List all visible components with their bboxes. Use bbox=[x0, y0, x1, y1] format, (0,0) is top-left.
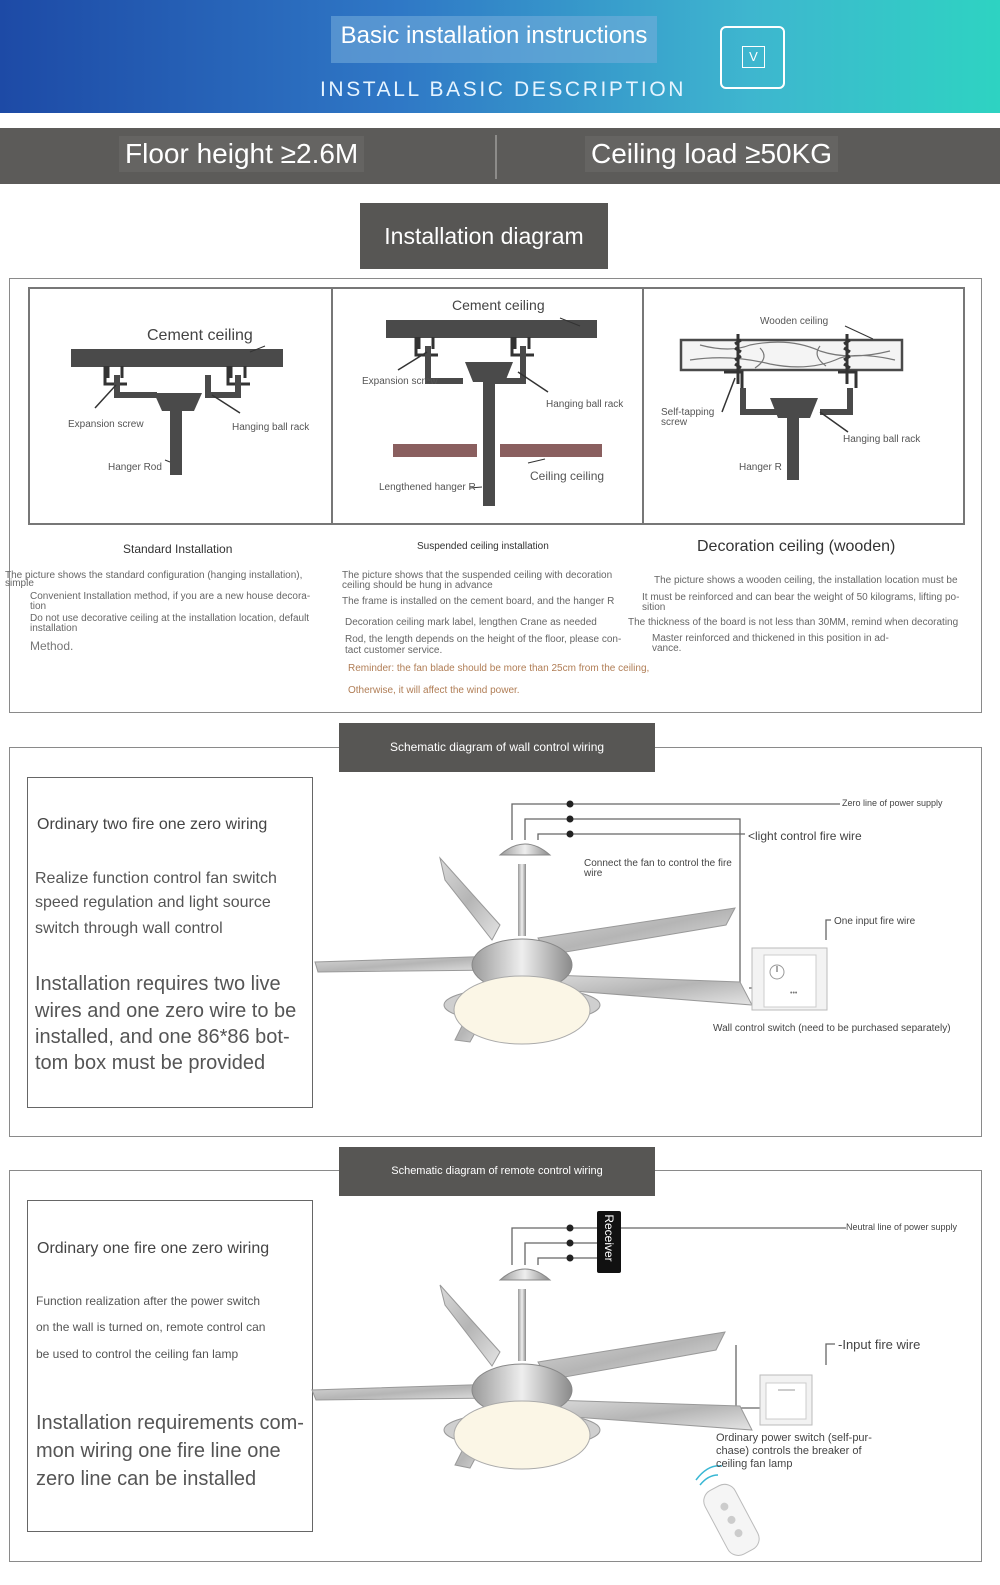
light-fire-wire-label: <light control fire wire bbox=[748, 829, 862, 843]
page-title: Basic installation instructions bbox=[340, 22, 648, 49]
floor-height-spec: Floor height ≥2.6M bbox=[119, 136, 364, 172]
hanging-ball-rack-label: Hanging ball rack bbox=[843, 434, 921, 445]
suspended-desc: The picture shows that the suspended ceiling with decoration bbox=[342, 570, 613, 581]
remote-wiring-label: Schematic diagram of remote control wiring bbox=[339, 1147, 655, 1196]
input-fire-wire-label: One input fire wire bbox=[834, 916, 916, 927]
hanger-rod-label: Hanger Rod bbox=[108, 462, 162, 473]
screw-label: screw bbox=[661, 417, 688, 428]
ceiling-load-spec: Ceiling load ≥50KG bbox=[585, 136, 838, 172]
standard-desc: tion bbox=[30, 601, 47, 612]
power-switch-note: Ordinary power switch (self-pur- bbox=[716, 1432, 872, 1444]
installation-diagram-label: Installation diagram bbox=[360, 203, 608, 269]
wooden-desc: The thickness of the board is not less than 30MM, remind when decorating bbox=[628, 617, 959, 628]
wall-switch-note: Wall control switch (need to be purchased separately) bbox=[713, 1023, 951, 1034]
wall-wiring-text: tom box must be provided bbox=[35, 1052, 266, 1074]
zero-line-label: Zero line of power supply bbox=[842, 798, 943, 808]
wall-wiring-text: Installation requires two live bbox=[35, 973, 281, 995]
input-fire-wire-label: -Input fire wire bbox=[838, 1337, 921, 1352]
hanger-rod-label: Hanger R bbox=[739, 462, 782, 473]
power-switch-note: chase) controls the breaker of bbox=[716, 1445, 862, 1457]
suspended-caption: Suspended ceiling installation bbox=[417, 541, 549, 552]
remote-control-image bbox=[700, 1480, 764, 1560]
standard-desc: The picture shows the standard configuration (hanging installation), bbox=[5, 570, 303, 581]
connect-fan-label: wire bbox=[584, 868, 603, 879]
wall-wiring-text: switch through wall control bbox=[35, 920, 223, 937]
wooden-desc: Master reinforced and thickened in this position in ad- bbox=[652, 633, 889, 644]
standard-desc: installation bbox=[30, 623, 78, 634]
wooden-desc: It must be reinforced and can bear the weight of 50 kilograms, lifting po- bbox=[642, 592, 960, 603]
remote-wiring-text: on the wall is turned on, remote control can bbox=[36, 1320, 266, 1334]
wall-wiring-text: Realize function control fan switch bbox=[35, 870, 277, 887]
remote-wiring-text: Function realization after the power switch bbox=[36, 1294, 261, 1308]
suspended-desc: tact customer service. bbox=[345, 645, 443, 656]
chevron-down-icon: V bbox=[742, 46, 765, 68]
power-switch-image bbox=[760, 1375, 812, 1425]
ceiling-ceiling-label: Ceiling ceiling bbox=[530, 469, 605, 483]
remote-wiring-text: mon wiring one fire line one bbox=[36, 1440, 281, 1462]
suspended-desc: The frame is installed on the cement board, and the hanger R bbox=[342, 596, 615, 607]
expansion-screw-label: Expansion screw bbox=[68, 419, 144, 430]
standard-desc: Method. bbox=[30, 639, 74, 653]
suspended-desc: ceiling should be hung in advance bbox=[342, 580, 493, 591]
svg-text:•••: ••• bbox=[790, 990, 798, 997]
neutral-line-label: Neutral line of power supply bbox=[846, 1222, 958, 1232]
wall-wiring-text: installed, and one 86*86 bot- bbox=[35, 1026, 290, 1048]
wooden-desc: The picture shows a wooden ceiling, the installation location must be bbox=[654, 575, 958, 586]
hanging-ball-rack-label: Hanging ball rack bbox=[546, 399, 624, 410]
remote-wiring-text: Installation requirements com- bbox=[36, 1412, 304, 1434]
wall-wiring-text: wires and one zero wire to be bbox=[35, 1000, 297, 1022]
standard-desc: Convenient Installation method, if you are a new house decora- bbox=[30, 591, 311, 602]
remote-wiring-heading: Ordinary one fire one zero wiring bbox=[37, 1240, 270, 1257]
wooden-desc: sition bbox=[642, 602, 666, 613]
wall-wiring-text: speed regulation and light source bbox=[35, 894, 271, 911]
receiver-label: Receiver bbox=[602, 1214, 616, 1262]
suspended-desc: Decoration ceiling mark label, lengthen Crane as needed bbox=[345, 617, 597, 628]
cement-ceiling-label: Cement ceiling bbox=[452, 297, 545, 313]
standard-desc: Do not use decorative ceiling at the installation location, default bbox=[30, 613, 310, 624]
remote-wiring-text: zero line can be installed bbox=[36, 1468, 257, 1490]
cement-ceiling-label: Cement ceiling bbox=[147, 327, 253, 344]
wooden-ceiling-label: Wooden ceiling bbox=[760, 316, 829, 327]
hanging-ball-rack-label: Hanging ball rack bbox=[232, 422, 310, 433]
remote-wiring-text: be used to control the ceiling fan lamp bbox=[36, 1347, 239, 1361]
reminder-text: Reminder: the fan blade should be more than 25cm from the ceiling, bbox=[348, 663, 650, 674]
lengthened-rod-label: Lengthened hanger R bbox=[379, 482, 476, 493]
wall-wiring-label: Schematic diagram of wall control wiring bbox=[339, 723, 655, 772]
standard-caption: Standard Installation bbox=[123, 542, 233, 556]
wall-wiring-heading: Ordinary two fire one zero wiring bbox=[37, 816, 268, 833]
ceiling-fan-image bbox=[312, 1269, 752, 1469]
connect-fan-label: Connect the fan to control the fire bbox=[584, 858, 732, 869]
standard-desc: simple bbox=[5, 578, 34, 589]
self-tapping-label: Self-tapping bbox=[661, 407, 715, 418]
power-switch-note: ceiling fan lamp bbox=[716, 1458, 793, 1470]
expansion-screw-label: Expansion screw bbox=[362, 376, 438, 387]
suspended-desc: Rod, the length depends on the height of the floor, please con- bbox=[345, 634, 622, 645]
wooden-caption: Decoration ceiling (wooden) bbox=[697, 538, 896, 555]
reminder-text: Otherwise, it will affect the wind power. bbox=[348, 685, 520, 696]
page-subtitle: INSTALL BASIC DESCRIPTION bbox=[320, 78, 687, 101]
wooden-desc: vance. bbox=[652, 643, 682, 654]
